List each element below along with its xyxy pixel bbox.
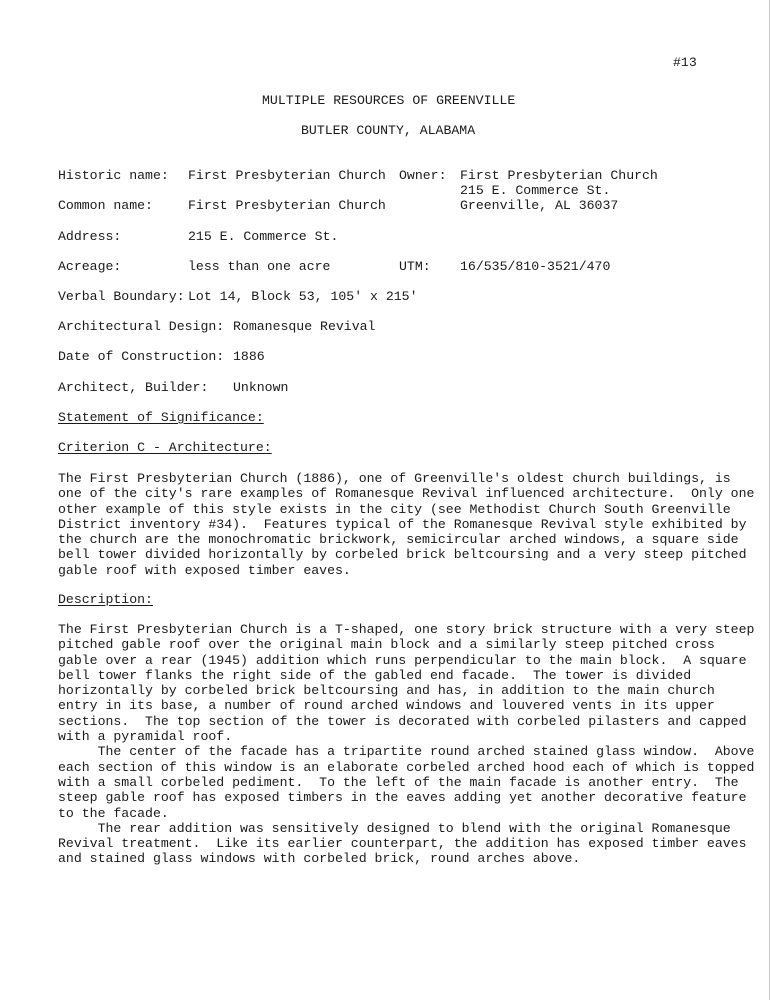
common-name-value: First Presbyterian Church bbox=[188, 198, 386, 213]
owner-line: Greenville, AL 36037 bbox=[460, 198, 619, 213]
paragraph-line: one of the city's rare examples of Romanesque Revival influenced architecture. Only one bbox=[58, 486, 755, 502]
address-value: 215 E. Commerce St. bbox=[188, 229, 339, 244]
paragraph-line: steep gable roof has exposed timbers in the eaves adding yet another decorative feature bbox=[58, 790, 747, 806]
utm-label: UTM: bbox=[399, 259, 431, 274]
acreage-label: Acreage: bbox=[58, 259, 122, 274]
address-label: Address: bbox=[58, 229, 122, 244]
paragraph-line: gable roof with exposed timber eaves. bbox=[58, 562, 351, 578]
owner-line: First Presbyterian Church bbox=[460, 168, 658, 183]
paragraph-line: the church are the monochromatic brickwork, semicircular arched windows, a square side bbox=[58, 532, 739, 548]
verbal-boundary-label: Verbal Boundary: bbox=[58, 289, 185, 304]
historic-name-value: First Presbyterian Church bbox=[188, 168, 386, 183]
acreage-value: less than one acre bbox=[188, 259, 331, 274]
paragraph-line: and stained glass windows with corbeled brick, round arches above. bbox=[58, 851, 581, 867]
date-of-construction-label: Date of Construction: bbox=[58, 349, 225, 364]
paragraph-line: The First Presbyterian Church (1886), one of Greenville's oldest church buildings, is bbox=[58, 471, 731, 486]
document-title: MULTIPLE RESOURCES OF GREENVILLE bbox=[262, 93, 516, 108]
architectural-design-value: Romanesque Revival bbox=[233, 319, 376, 334]
architect-builder-value: Unknown bbox=[233, 380, 289, 395]
paragraph-line: bell tower flanks the right side of the gabled end facade. The tower is divided bbox=[58, 667, 692, 683]
criterion-heading: Criterion C - Architecture: bbox=[58, 440, 272, 455]
statement-of-significance-heading: Statement of Significance: bbox=[58, 410, 264, 425]
paragraph-line: horizontally by corbeled brick beltcoursing and has, in addition to the main church bbox=[58, 683, 715, 699]
architect-builder-label: Architect, Builder: bbox=[58, 380, 209, 395]
owner-label: Owner: bbox=[399, 168, 447, 183]
description-paragraph bbox=[58, 622, 755, 867]
date-of-construction-value: 1886 bbox=[233, 349, 265, 364]
paragraph-line: bell tower divided horizontally by corbeled brick beltcoursing and a very steep pitched bbox=[58, 547, 747, 563]
paragraph-line: sections. The top section of the tower is decorated with corbeled pilasters and capped bbox=[58, 713, 747, 729]
verbal-boundary-value: Lot 14, Block 53, 105' x 215' bbox=[188, 289, 418, 304]
utm-value: 16/535/810-3521/470 bbox=[460, 259, 611, 274]
paragraph-line: with a small corbeled pediment. To the left of the main facade is another entry. The bbox=[58, 774, 739, 790]
paragraph-line: with a pyramidal roof. bbox=[58, 729, 233, 745]
paragraph-line: gable over a rear (1945) addition which runs perpendicular to the main block. A square bbox=[58, 652, 747, 668]
paragraph-line: The First Presbyterian Church is a T-shaped, one story brick structure with a very steep bbox=[58, 622, 755, 637]
paragraph-line: each section of this window is an elaborate corbeled arched hood each of which is topped bbox=[58, 759, 755, 775]
paragraph-line: pitched gable roof over the original main block and a similarly steep pitched cross bbox=[58, 637, 715, 653]
owner-line: 215 E. Commerce St. bbox=[460, 183, 611, 198]
paragraph-line: The rear addition was sensitively designed to blend with the original Romanesque bbox=[58, 820, 731, 836]
common-name-label: Common name: bbox=[58, 198, 153, 213]
description-heading: Description: bbox=[58, 592, 153, 607]
paragraph-line: Revival treatment. Like its earlier counterpart, the addition has exposed timber eaves bbox=[58, 836, 747, 852]
paragraph-line: other example of this style exists in the city (see Methodist Church South Greenville bbox=[58, 501, 731, 517]
historic-name-label: Historic name: bbox=[58, 168, 169, 183]
paragraph-line: The center of the facade has a tripartite round arched stained glass window. Above bbox=[58, 744, 755, 760]
significance-paragraph bbox=[58, 471, 755, 578]
paragraph-line: entry in its base, a number of round arched windows and louvered vents in its upper bbox=[58, 698, 715, 714]
paragraph-line: to the facade. bbox=[58, 805, 169, 821]
paragraph-line: District inventory #34). Features typical of the Romanesque Revival style exhibited by bbox=[58, 516, 747, 532]
document-subtitle: BUTLER COUNTY, ALABAMA bbox=[301, 123, 476, 138]
architectural-design-label: Architectural Design: bbox=[58, 319, 225, 334]
page-number: #13 bbox=[673, 55, 697, 70]
